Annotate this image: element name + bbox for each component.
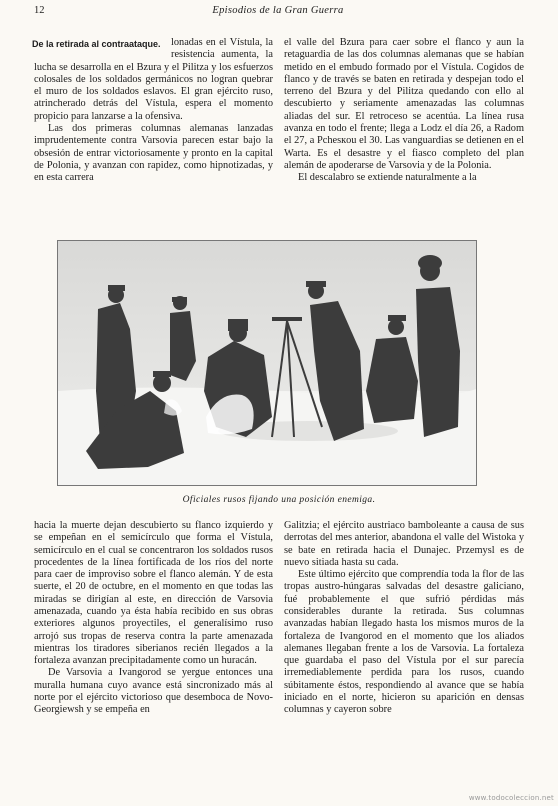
paragraph [34, 37, 273, 123]
column-top-right [284, 37, 524, 184]
paragraph: Galitzia; el ejército austriaco bamboleante a causa de sus derrotas del mes anterior, abandona el valle del Wistoka y se bate en retirada hacia el Dunajec. Przemysl es de nuevo sitiada hasta su cada. [284, 520, 524, 568]
photograph-russian-officers [57, 240, 477, 486]
watermark-footer: www.todocoleccion.net [468, 794, 554, 802]
paragraph: Este último ejército que comprendía toda la flor de las tropas austro-húngaras salvadas del desastre galiciano, fué probablemente el que sufrió pérdidas más considerables durante la retirada. Sus columnas avanzadas habían llegado hasta los mismos muros de la fortaleza de Ivangorod en el momento que los aliados alemanes llegaban frente a los de Varsovia. La fortaleza que guardaba el paso del Vístula por el sur parecía irremediablemente perdida para los rusos, cuando súbitamente éstos, respondiendo al avance que se había iniciado en el norte, hicieron su aparición en densas columnas y cayeron sobre [284, 569, 524, 716]
paragraph: el valle del Bzura para caer sobre el flanco y aun la retaguardia de las dos columnas alemanas que se habían metido en el embudo formado por el Vístula. Cogidos de flanco y de través se baten en retirada y despejan todo el terreno del Bzura y del Pilitza quedando con ello al descubierto y seriamente amenazadas las columnas aliadas del sur. El retroceso se acentúa. La línea rusa avanza en todo el frente; llega a Lodz el día 26, a Radom el 27, a Pchesкou el 30. Las vanguardias se detienen en el Warta. Es el desastre y el fiasco completo del plan alemán de apoderarse de Varsovia y de la Polonia. [284, 37, 524, 171]
paragraph: hacia la muerte dejan descubierto su flanco izquierdo y se empeñan en el semicírculo que forma el Vístula, semicírculo en el cual se concentraron los soldados rusos procedentes de la línea fortificada de los ríos del norte para caer de improviso sobre el flanco alemán. Y de esta suerte, el 20 de octubre, en el momento en que todas las miradas se dirigían al este, en dirección de Varsovia amenazada, cuando ya ésta había recibido en sus obras exteriores algunos proyectiles, el generalísimo ruso arrojó sus tropas de reserva contra la parte amenazada mientras los tiradores siberianos recién llegados a la fortaleza avanzan precipitadamente como un huracán. [34, 520, 273, 667]
column-bottom-right [284, 520, 524, 717]
running-title: Episodios de la Gran Guerra [212, 5, 344, 16]
paragraph: El descalabro se extiende naturalmente a la [298, 172, 477, 184]
paragraph-text: lonadas en el Vístula, la resistencia aumenta, la lucha se desarrolla en el Bzura y el Pilitza y los esfuerzos colosales de los soldados germánicos no logran quebrar el muro de los soldados eslavos. El gran ejército ruso, atrincherado detrás del Vístula, espera el momento propicio para lanzarse a la ofensiva. [34, 37, 273, 122]
paragraph: Las dos primeras columnas alemanas lanzadas imprudentemente contra Varsovia parecen estar bajo la obsesión de entrar victoriosamente y pronto en la capital de Polonia, y avanzan con rapidez, como hipnotizadas, y en esta carrera [34, 122, 273, 184]
paragraph: De Varsovia a Ivangorod se yergue entonces una muralla humana cuyo avance está sincronizado más al norte por el ejército victorioso que desemboca de Novo-Georgiewsh y se empeña en [34, 667, 273, 716]
page-number: 12 [34, 5, 45, 16]
photo-illustration [58, 241, 476, 485]
margin-sidenote: De la retirada al contraataque. [32, 39, 161, 49]
column-top-left [34, 37, 273, 184]
photo-caption: Oficiales rusos fijando una posición enemiga. [182, 495, 376, 505]
running-header [34, 5, 522, 19]
column-bottom-left [34, 520, 273, 717]
